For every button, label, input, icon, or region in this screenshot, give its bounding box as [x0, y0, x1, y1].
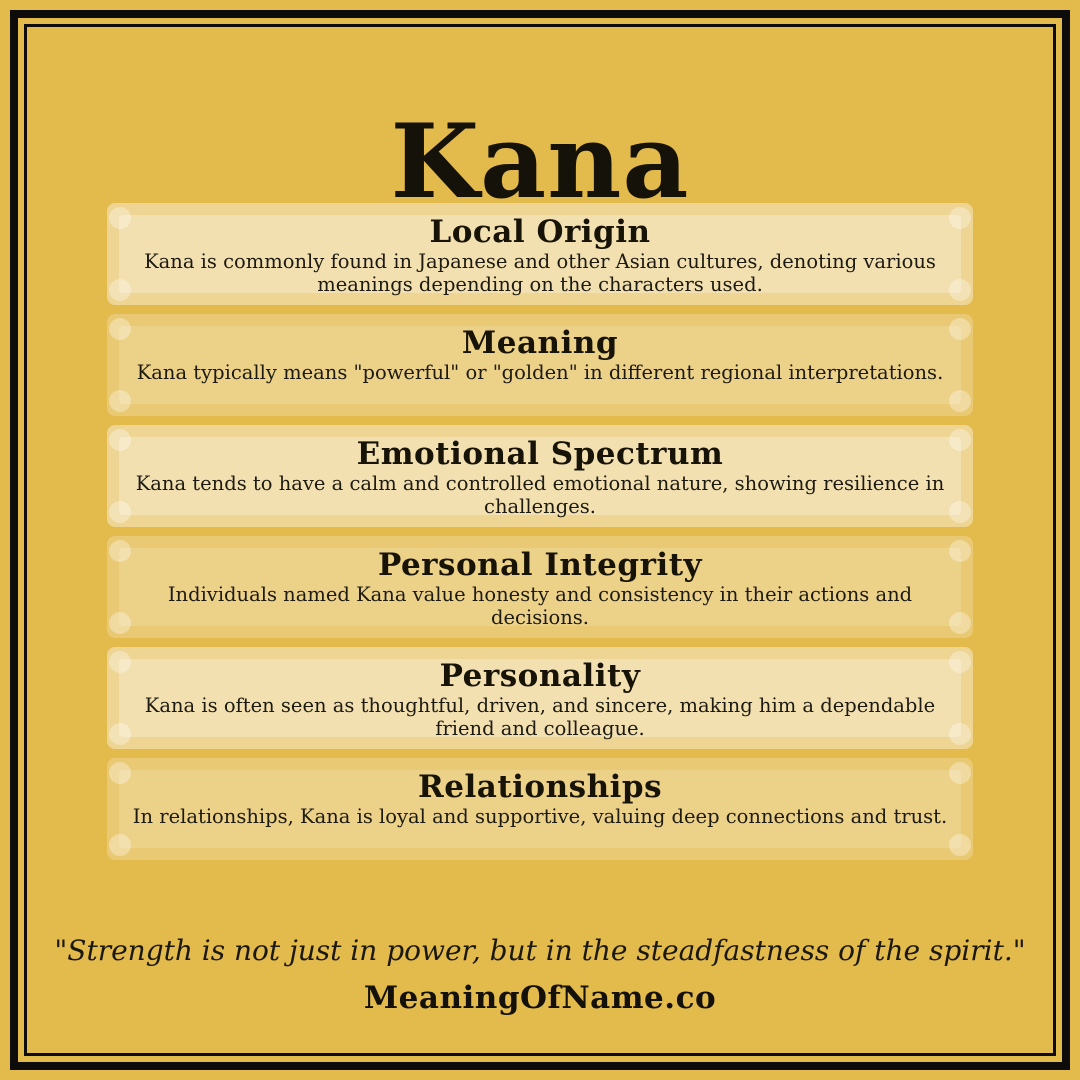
- section-content: [129, 326, 951, 384]
- section-heading: Relationships: [417, 769, 663, 805]
- section-card-personal-integrity: [107, 536, 973, 638]
- section-body: Kana typically means "powerful" or "golden" in different regional interpretations.: [136, 361, 944, 384]
- section-card-personality: [107, 647, 973, 749]
- footer-quote: "Strength is not just in power, but in the steadfastness of the spirit.": [54, 934, 1026, 967]
- section-content: [129, 770, 951, 828]
- section-card-relationships: [107, 758, 973, 860]
- section-content: [129, 659, 951, 740]
- section-heading: Meaning: [461, 325, 619, 361]
- section-heading: Emotional Spectrum: [356, 436, 724, 472]
- section-content: [129, 548, 951, 629]
- section-body: Kana is often seen as thoughtful, driven, and sincere, making him a dependable friend and colleague.: [144, 694, 936, 740]
- section-card-emotional-spectrum: [107, 425, 973, 527]
- section-body: Kana tends to have a calm and controlled emotional nature, showing resilience in challenges.: [135, 472, 945, 518]
- section-content: [129, 215, 951, 296]
- page-title: Kana: [390, 102, 690, 223]
- brand-text: MeaningOfName.co: [363, 980, 717, 1016]
- section-body: Individuals named Kana value honesty and consistency in their actions and decisions.: [167, 583, 913, 629]
- section-card-local-origin: [107, 203, 973, 305]
- section-heading: Local Origin: [429, 214, 651, 250]
- section-body: In relationships, Kana is loyal and supportive, valuing deep connections and trust.: [132, 805, 948, 828]
- section-content: [129, 437, 951, 518]
- section-heading: Personal Integrity: [377, 547, 703, 583]
- section-body: Kana is commonly found in Japanese and other Asian cultures, denoting various meanings depending on the characters used.: [144, 250, 936, 296]
- section-heading: Personality: [439, 658, 641, 694]
- section-list: [107, 203, 973, 869]
- section-card-meaning: [107, 314, 973, 416]
